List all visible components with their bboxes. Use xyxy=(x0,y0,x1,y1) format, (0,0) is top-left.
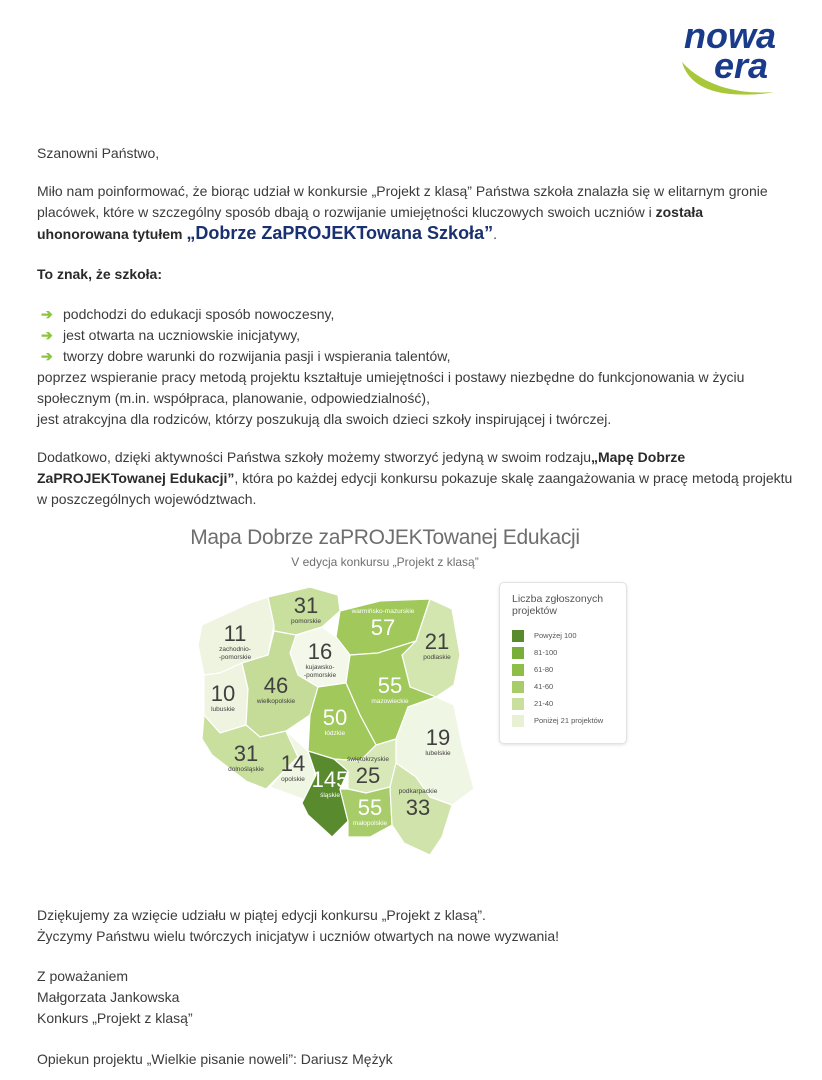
poland-map xyxy=(190,575,500,865)
region-label: -pomorskie xyxy=(218,654,252,661)
map-subtitle: V edycja konkursu „Projekt z klasą” xyxy=(291,555,479,569)
award-title: „Dobrze ZaPROJEKTowana Szkoła” xyxy=(186,223,494,243)
intro-text: Miło nam poinformować, że biorąc udział w konkursie „Projekt z klasą” Państwa szkoła znalazła się w elitarnym gronie placówek, które w szczególny sposób dbają o rozwijanie umiejętności kluczowych swoich uczniów i xyxy=(37,183,768,220)
intro-end: . xyxy=(493,226,497,242)
legend-swatch xyxy=(512,664,524,676)
thanks-line: Życzymy Państwu wielu twórczych inicjatyw i uczniów otwartych na nowe wyzwania! xyxy=(37,928,560,944)
legend-label: 61-80 xyxy=(534,665,554,674)
legend-item xyxy=(512,663,553,676)
logo-line1: nowa xyxy=(684,15,777,56)
region-label: -pomorskie xyxy=(303,672,337,679)
region-label: mazowieckie xyxy=(371,698,409,705)
region-label: małopolskie xyxy=(352,820,388,827)
region-label: świętokrzyskie xyxy=(347,756,389,763)
legend-swatch xyxy=(512,698,524,710)
extra-line: jest atrakcyjna dla rodziców, którzy poszukują dla swoich dzieci szkoły inspirującej i twórczej. xyxy=(37,411,612,427)
list-item xyxy=(37,346,797,367)
map-name-bold: „Mapę Dobrze ZaPROJEKTowanej Edukacji” xyxy=(37,449,686,486)
region-label: wielkopolskie xyxy=(256,698,296,705)
legend-label: Poniżej 21 projektów xyxy=(534,716,604,725)
intro-paragraph xyxy=(37,181,797,245)
region-value: 10 xyxy=(210,681,236,706)
region-label: warmińsko-mazurskie xyxy=(351,608,415,615)
arrow-right-icon: ➔ xyxy=(41,348,53,364)
region-value: 14 xyxy=(280,751,306,776)
region-label: podlaskie xyxy=(423,654,451,661)
region-label: podkarpackie xyxy=(398,788,438,795)
list-item-text: jest otwarta na uczniowskie inicjatywy, xyxy=(63,327,301,343)
legend-item xyxy=(512,714,603,727)
extra-line: poprzez wspieranie pracy metodą projektu kształtuje umiejętności i postawy niezbędne do funkcjonowania w życiu społecznym (m.in. współpraca, planowanie, odpowiedzialność), xyxy=(37,369,745,406)
legend-label: 41-60 xyxy=(534,682,554,691)
legend-label: 21-40 xyxy=(534,699,554,708)
bullet-list xyxy=(37,304,797,430)
map-title: Mapa Dobrze zaPROJEKTowanej Edukacji xyxy=(190,526,580,549)
region-label: kujawsko- xyxy=(305,664,335,671)
nowa-era-logo xyxy=(676,14,796,100)
region-value: 21 xyxy=(424,629,450,654)
additional-paragraph xyxy=(37,447,797,510)
legend-item xyxy=(512,680,553,693)
signature-org: Konkurs „Projekt z klasą” xyxy=(37,1010,193,1026)
region-value: 31 xyxy=(233,741,259,766)
mentor-line: Opiekun projektu „Wielkie pisanie noweli”: Dariusz Mężyk xyxy=(37,1051,393,1067)
region-label: zachodnio- xyxy=(219,646,251,653)
greeting: Szanowni Państwo, xyxy=(37,145,160,161)
region-label: lubelskie xyxy=(425,750,451,757)
additional-text-end: , która po każdej edycji konkursu pokazuje skalę zaangażowania w pracę metodą projektu w poszczególnych województwach. xyxy=(37,470,793,507)
map-legend xyxy=(499,582,627,744)
region-value: 19 xyxy=(425,725,451,750)
region-label: pomorskie xyxy=(291,618,321,625)
legend-item xyxy=(512,629,577,642)
sign-heading: To znak, że szkoła: xyxy=(37,266,162,282)
region-label: śląskie xyxy=(320,792,340,799)
legend-item xyxy=(512,697,553,710)
legend-swatch xyxy=(512,647,524,659)
legend-swatch xyxy=(512,630,524,642)
legend-swatch xyxy=(512,681,524,693)
region-label: lubuskie xyxy=(211,706,235,713)
region-label: łódzkie xyxy=(324,730,346,737)
region-label: dolnośląskie xyxy=(228,766,264,773)
region-value: 33 xyxy=(405,795,431,820)
thanks-block xyxy=(37,905,797,947)
thanks-line: Dziękujemy za wzięcie udziału w piątej edycji konkursu „Projekt z klasą”. xyxy=(37,907,486,923)
list-item-text: tworzy dobre warunki do rozwijania pasji i wspierania talentów, xyxy=(63,348,451,364)
logo-line2: era xyxy=(714,45,769,86)
region-value: 57 xyxy=(370,615,396,640)
legend-item xyxy=(512,646,557,659)
legend-swatch xyxy=(512,715,524,727)
list-item xyxy=(37,325,797,346)
region-value: 25 xyxy=(355,763,381,788)
list-item xyxy=(37,304,797,325)
arrow-right-icon: ➔ xyxy=(41,327,53,343)
intro-bold: została uhonorowana tytułem xyxy=(37,204,704,242)
region-label: opolskie xyxy=(281,776,305,783)
legend-label: Powyżej 100 xyxy=(534,631,577,640)
region-value: 31 xyxy=(293,593,319,618)
list-item-text: podchodzi do edukacji sposób nowoczesny, xyxy=(63,306,335,322)
arrow-right-icon: ➔ xyxy=(41,306,53,322)
signature-block xyxy=(37,966,797,1029)
signature-name: Małgorzata Jankowska xyxy=(37,989,180,1005)
project-map xyxy=(190,520,630,865)
region-value: 50 xyxy=(322,705,348,730)
region-value: 16 xyxy=(307,639,333,664)
region-value: 55 xyxy=(377,673,403,698)
legend-title: Liczba zgłoszonych projektów xyxy=(512,593,604,617)
region-value: 46 xyxy=(263,673,289,698)
region-value: 55 xyxy=(357,795,383,820)
legend-label: 81-100 xyxy=(534,648,558,657)
region-value: 11 xyxy=(223,621,247,646)
closing: Z poważaniem xyxy=(37,968,129,984)
additional-text: Dodatkowo, dzięki aktywności Państwa szkoły możemy stworzyć jedyną w swoim rodzaju xyxy=(37,449,591,465)
region-value: 145 xyxy=(311,767,349,792)
